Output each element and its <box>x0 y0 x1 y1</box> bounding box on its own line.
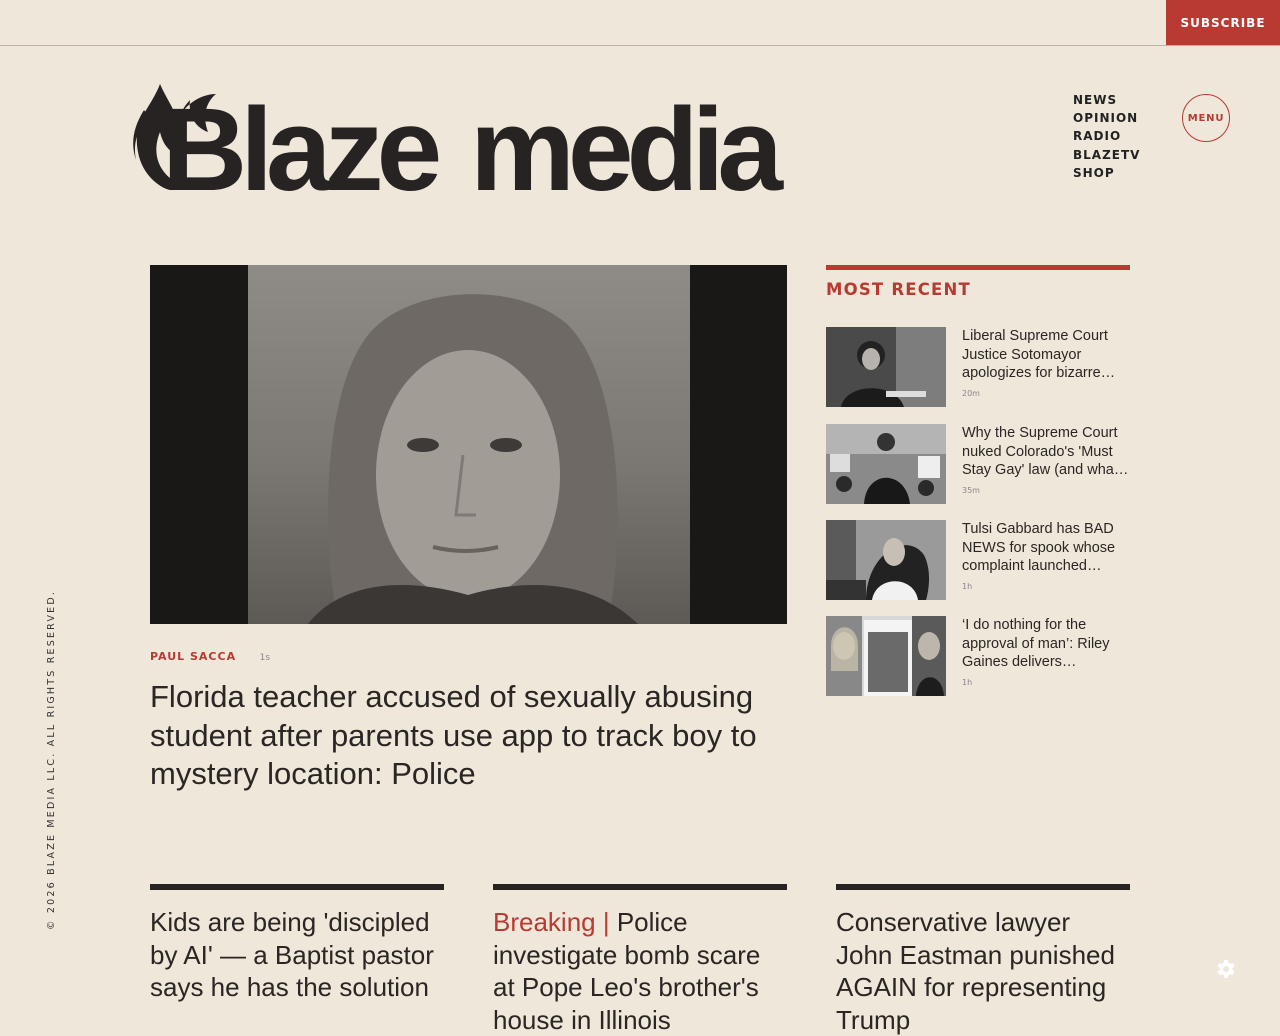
hero-author[interactable]: PAUL SACCA <box>150 650 237 663</box>
main-nav <box>1073 91 1140 182</box>
nav-item-blazetv[interactable]: BLAZETV <box>1073 147 1141 162</box>
recent-item-title: ‘I do nothing for the approval of man’: Riley Gaines delivers… <box>962 617 1110 671</box>
story-card-headline: Kids are being 'discipled by AI' — a Baptist pastor says he has the solution <box>150 907 434 1002</box>
recent-item-time: 20m <box>962 389 980 398</box>
story-card[interactable] <box>836 884 1130 1036</box>
gear-icon[interactable] <box>1213 957 1237 981</box>
svg-text:Blaze: Blaze <box>162 84 436 200</box>
most-recent-section <box>826 265 1130 687</box>
nav-item-radio[interactable]: RADIO <box>1073 129 1122 144</box>
story-card-headline: Police investigate bomb scare at Pope Leo's brother's house in Illinois <box>493 907 761 1035</box>
recent-item-time: 1h <box>962 582 973 591</box>
hero-photo <box>248 265 690 624</box>
subscribe-button[interactable]: SUBSCRIBE <box>1166 0 1280 45</box>
hero-image[interactable] <box>150 265 787 624</box>
recent-item[interactable] <box>826 520 1130 600</box>
nav-item-news[interactable]: NEWS <box>1073 93 1118 107</box>
story-card-title <box>836 906 1130 1036</box>
story-card[interactable] <box>150 884 444 1004</box>
most-recent-heading: MOST RECENT <box>826 280 971 299</box>
story-card-title <box>493 906 787 1036</box>
recent-thumbnail <box>826 327 946 407</box>
hero-timestamp: 1s <box>259 653 271 663</box>
recent-item-title: Why the Supreme Court nuked Colorado's 'Must Stay Gay' law (and wha… <box>962 425 1129 479</box>
logo-wordmark <box>130 80 790 200</box>
copyright-notice: © 2026 BLAZE MEDIA LLC. ALL RIGHTS RESERVED. <box>46 589 57 930</box>
top-bar <box>0 0 1280 46</box>
recent-item-title: Liberal Supreme Court Justice Sotomayor apologizes for bizarre… <box>962 328 1116 382</box>
hero-headline[interactable]: Florida teacher accused of sexually abusing student after parents use app to track boy to mystery location: Police <box>150 679 757 791</box>
hero-meta <box>150 650 270 663</box>
nav-item-opinion[interactable]: OPINION <box>1073 111 1139 126</box>
menu-button[interactable]: MENU <box>1182 94 1230 142</box>
recent-item-title: Tulsi Gabbard has BAD NEWS for spook whose complaint launched… <box>962 521 1116 575</box>
svg-text:media: media <box>470 84 777 200</box>
recent-item-time: 35m <box>962 486 980 495</box>
recent-item[interactable] <box>826 424 1130 504</box>
story-card[interactable] <box>493 884 787 1036</box>
nav-item-shop[interactable]: SHOP <box>1073 165 1115 180</box>
recent-thumbnail <box>826 520 946 600</box>
recent-item[interactable] <box>826 327 1130 407</box>
recent-thumbnail <box>826 424 946 504</box>
blaze-media-logo[interactable] <box>130 80 790 200</box>
recent-thumbnail <box>826 616 946 696</box>
story-card-title <box>150 906 444 1004</box>
recent-item-time: 1h <box>962 678 973 687</box>
story-card-headline: Conservative lawyer John Eastman punished AGAIN for representing Trump <box>836 907 1115 1035</box>
breaking-label: Breaking | <box>493 907 617 937</box>
recent-item[interactable] <box>826 616 1130 696</box>
